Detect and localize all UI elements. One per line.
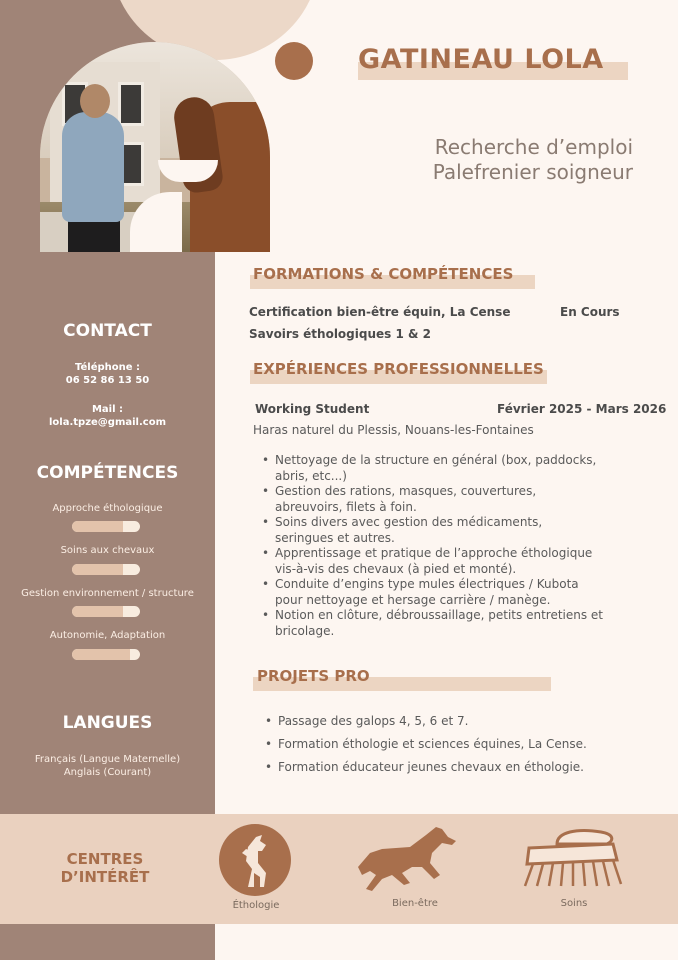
languages-title: LANGUES xyxy=(62,713,153,733)
contact-title: CONTACT xyxy=(63,321,152,341)
skill-label: Gestion environnement / structure xyxy=(21,588,194,599)
skill-label: Autonomie, Adaptation xyxy=(49,630,166,641)
job-headline xyxy=(360,135,633,185)
decorative-dot xyxy=(275,42,313,80)
formations-title: FORMATIONS & COMPÉTENCES xyxy=(253,265,514,283)
grooming-brush-icon xyxy=(517,826,625,890)
skill-fill xyxy=(72,564,123,575)
skill-bar xyxy=(72,521,140,532)
profile-photo xyxy=(40,42,270,252)
skill-label: Approche éthologique xyxy=(52,503,163,514)
interest-label: Soins xyxy=(560,898,588,909)
mail-value: lola.tpze@gmail.com xyxy=(48,417,166,428)
skill-fill xyxy=(72,649,130,660)
interest-label: Éthologie xyxy=(232,900,280,911)
headline-line-2: Palefrenier soigneur xyxy=(432,160,633,184)
task-item: • Apprentissage et pratique de l’approche éthologique vis-à-vis des chevaux (à pied et monté). xyxy=(259,546,604,577)
headline-line-1: Recherche d’emploi xyxy=(434,135,633,159)
experience-title: EXPÉRIENCES PROFESSIONNELLES xyxy=(253,360,544,378)
skill-fill xyxy=(72,521,123,532)
job-place: Haras naturel du Plessis, Nouans-les-Fontaines xyxy=(253,423,534,437)
candidate-name: GATINEAU LOLA xyxy=(358,44,604,75)
language-item: Anglais (Courant) xyxy=(63,767,152,778)
skill-bar xyxy=(72,564,140,575)
interests-title-line-1: CENTRES xyxy=(66,850,144,868)
project-item: • Passage des galops 4, 5, 6 et 7. xyxy=(262,710,612,733)
phone-value: 06 52 86 13 50 xyxy=(65,375,150,386)
formation-item: Savoirs éthologiques 1 & 2 xyxy=(249,327,431,341)
task-item: • Conduite d’engins type mules électriques / Kubota pour nettoyage et hersage carrière / manège. xyxy=(259,577,604,608)
interests-title xyxy=(40,850,170,886)
projects-list xyxy=(262,710,612,779)
language-item: Français (Langue Maternelle) xyxy=(34,754,181,765)
task-item: • Notion en clôture, débroussaillage, petits entretiens et bricolage. xyxy=(259,608,604,639)
rearing-horse-icon xyxy=(218,823,292,897)
project-item: • Formation éducateur jeunes chevaux en éthologie. xyxy=(262,756,612,779)
job-role: Working Student xyxy=(255,402,370,416)
task-list xyxy=(259,453,604,639)
formation-item: Certification bien-être équin, La Cense xyxy=(249,305,511,319)
job-dates: Février 2025 - Mars 2026 xyxy=(497,402,667,416)
task-item: • Nettoyage de la structure en général (box, paddocks, abris, etc...) xyxy=(259,453,604,484)
interests-title-line-2: D’INTÉRÊT xyxy=(60,868,150,886)
mail-label: Mail : xyxy=(91,404,124,415)
galloping-horse-icon xyxy=(352,823,460,895)
project-item: • Formation éthologie et sciences équines, La Cense. xyxy=(262,733,612,756)
formation-status: En Cours xyxy=(560,305,620,319)
skill-bar xyxy=(72,649,140,660)
projects-title: PROJETS PRO xyxy=(257,667,370,685)
task-item: • Gestion des rations, masques, couvertures, abreuvoirs, filets à foin. xyxy=(259,484,604,515)
task-item: • Soins divers avec gestion des médicaments, seringues et autres. xyxy=(259,515,604,546)
phone-label: Téléphone : xyxy=(74,362,140,373)
skill-fill xyxy=(72,606,123,617)
skill-bar xyxy=(72,606,140,617)
skill-label: Soins aux chevaux xyxy=(60,545,155,556)
skills-title: COMPÉTENCES xyxy=(36,463,179,483)
interest-label: Bien-être xyxy=(392,898,438,909)
